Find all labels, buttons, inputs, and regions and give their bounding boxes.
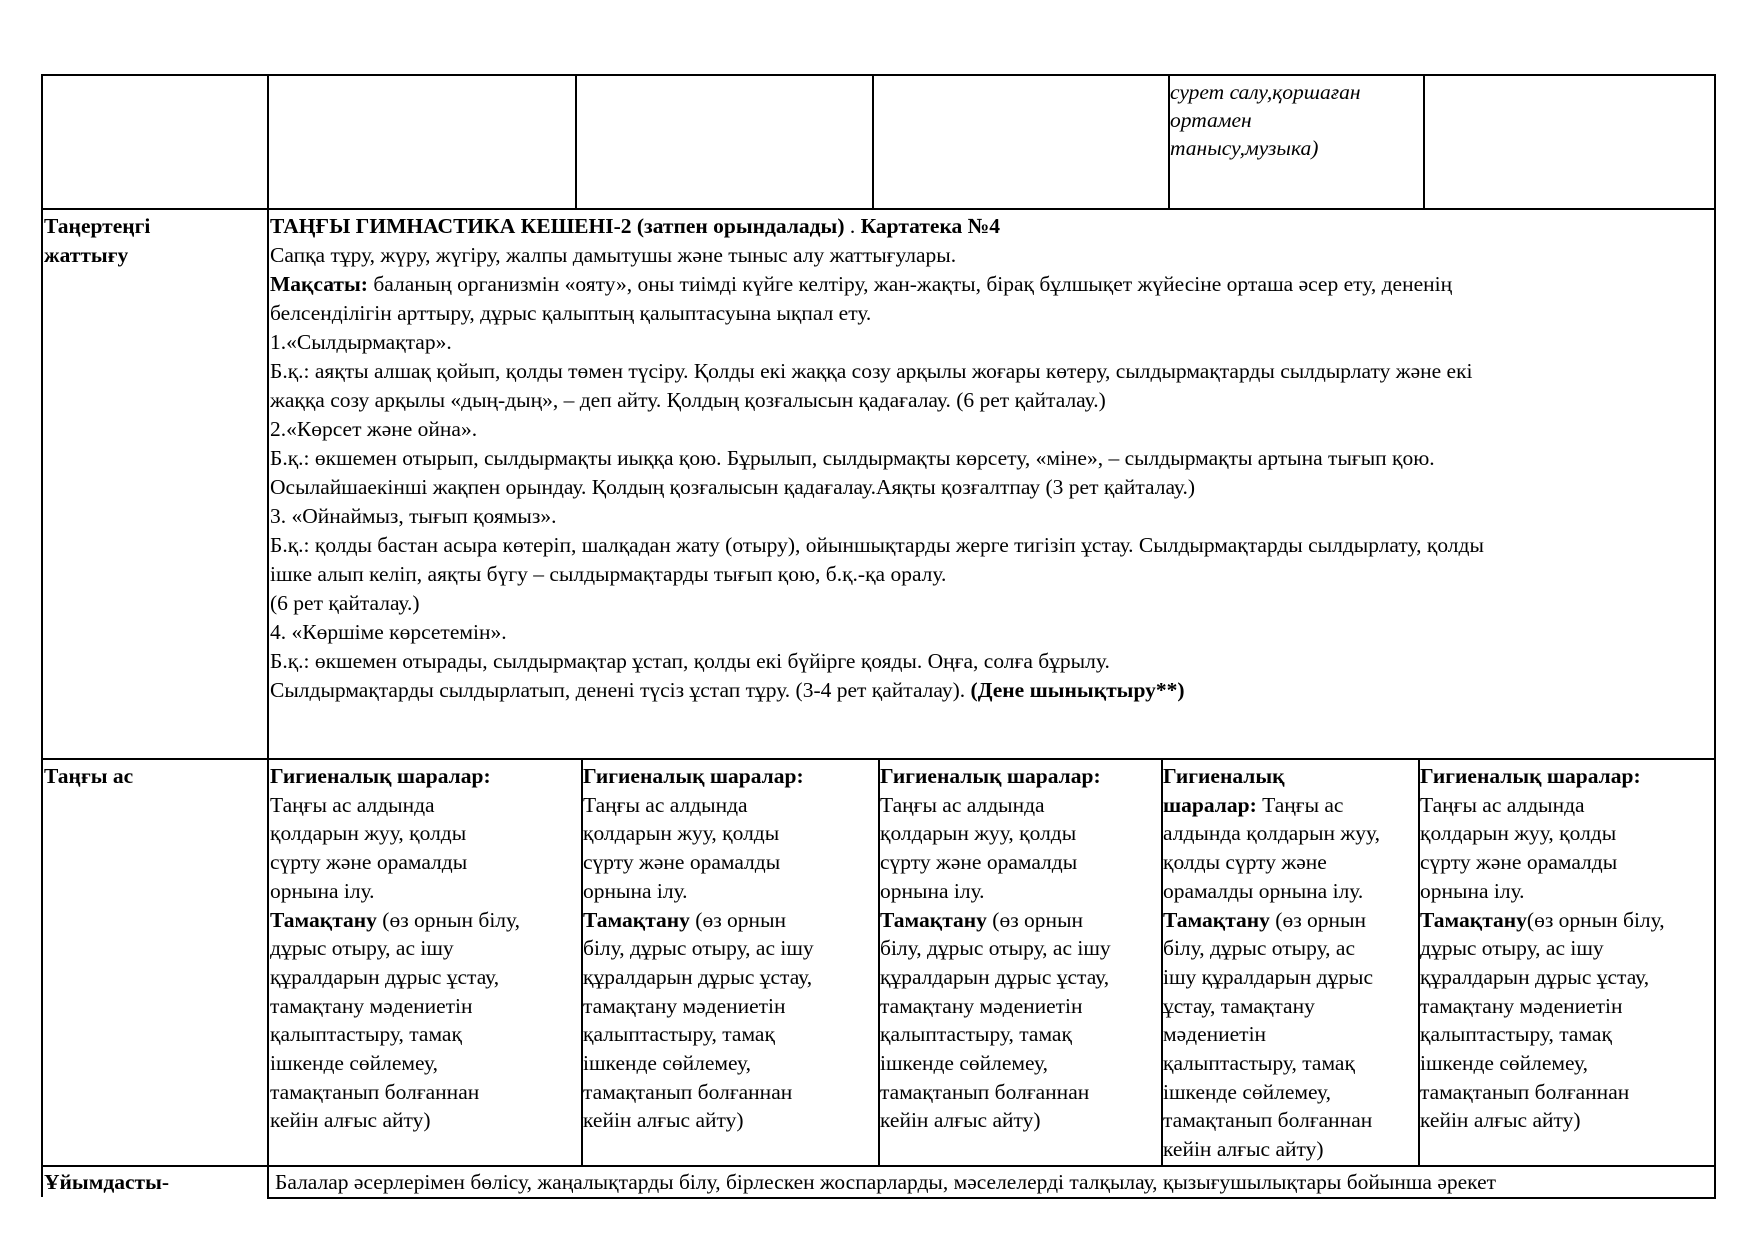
nutrition-text: (өз орнын [1269,907,1367,932]
exercise-2-text: Осылайшаекінші жақпен орындау. Қолдың қозғалысын қадағалау.Аяқты қозғалтпау (3 рет қайталау.) [270,475,1196,499]
hygiene-line: сүрту және орамалды [1420,850,1618,875]
nutrition-line: білу, дұрыс отыру, ас ішу [583,936,814,961]
hygiene-line: қолдарын жуу, қолды [880,821,1077,846]
exercise-title [270,212,1712,241]
top-col-divider-2 [872,74,874,208]
nutrition-text: (өз орнын білу, [376,907,521,932]
exercise-2-title: 2.«Көрсет және ойна». [270,417,478,441]
nutrition-line [1163,906,1417,935]
hygiene-line: қолдарын жуу, қолды [270,821,467,846]
breakfast-col-4 [1163,762,1417,1164]
nutrition-text: (өз орнын [986,907,1084,932]
table-border-bottom [267,1197,1716,1199]
breakfast-col-5 [1420,762,1713,1135]
nutrition-line [1420,906,1713,935]
nutrition-line: ұстау, тамақтану [1163,993,1315,1018]
breakfast-col-1 [270,762,580,1135]
exercise-title-sep: . [844,214,861,238]
nutrition-line: тамақтану мәдениетін [583,993,786,1018]
nutrition-line: тамақтанып болғаннан [270,1079,480,1104]
exercise-2-text: Б.қ.: өкшемен отырып, сылдырмақты иыққа қою. Бұрылып, сылдырмақты көрсету, «міне», – сылдырмақты артына тығып қою. [270,446,1435,470]
nutrition-line: құралдарын дұрыс ұстау, [1420,964,1650,989]
hygiene-line: алдында қолдарын жуу, [1163,821,1380,846]
nutrition-line: тамақтану мәдениетін [1420,993,1623,1018]
nutrition-line: ішу құралдарын дұрыс [1163,964,1374,989]
top-col-divider-1 [575,74,577,208]
nutrition-line: ішкенде сөйлемеу, [1163,1079,1332,1104]
nutrition-line: тамақтанып болғаннан [583,1079,793,1104]
exercise-goal-cont: белсенділігін арттыру, дұрыс қалыптың қалыптасуына ықпал ету. [270,301,872,325]
exercise-1-title: 1.«Сылдырмақтар». [270,330,452,354]
nutrition-line: қалыптастыру, тамақ [1420,1022,1612,1047]
morning-exercise-label [44,212,264,270]
hygiene-line: Таңғы ас алдында [880,792,1045,817]
table-border-top [41,74,1716,76]
hygiene-line: орамалды орнына ілу. [1163,878,1364,903]
nutrition-line: ішкенде сөйлемеу, [880,1051,1049,1076]
label-line: Таңертеңгі [44,214,151,238]
nutrition-line [583,906,877,935]
top-row-cell-5 [1170,78,1420,162]
hygiene-line: Таңғы ас алдында [270,792,435,817]
exercise-3-text: Б.қ.: қолды бастан асыра көтеріп, шалқадан жату (отыру), ойыншықтарды жерге тигізіп ұстау. Сылдырмақтарды сылдырлату, қолды [270,533,1484,557]
nutrition-label: Тамақтану [1420,907,1527,932]
nutrition-line: құралдарын дұрыс ұстау, [880,964,1110,989]
hygiene-line: қолдарын жуу, қолды [583,821,780,846]
nutrition-line: ішкенде сөйлемеу, [1420,1051,1589,1076]
exercise-3-text: (6 рет қайталау.) [270,591,420,615]
hygiene-line: орнына ілу. [1420,878,1525,903]
nutrition-label: Тамақтану [1163,907,1270,932]
nutrition-line: тамақтанып болғаннан [1163,1108,1373,1133]
nutrition-line: білу, дұрыс отыру, ас ішу [880,936,1111,961]
nutrition-line: мәдениетін [1163,1022,1267,1047]
nutrition-line: қалыптастыру, тамақ [270,1022,462,1047]
nutrition-line: кейін алғыс айту) [880,1108,1041,1133]
row-divider-3 [41,1165,1716,1167]
exercise-3-title: 3. «Ойнаймыз, тығып қоямыз». [270,504,557,528]
exercise-4-text-plain: Сылдырмақтарды сылдырлатып, денені түсіз ұстап тұру. (3-4 рет қайталау). [270,678,971,702]
goal-label: Мақсаты: [270,272,368,296]
breakfast-label: Таңғы ас [44,764,134,788]
hygiene-line: қолды сүрту және [1163,850,1327,875]
hygiene-label: Гигиеналық шаралар: [1420,764,1641,788]
exercise-4-text: Б.қ.: өкшемен отырады, сылдырмақтар ұстап, қолды екі бүйірге қояды. Оңға, солға бұрылу. [270,649,1110,673]
organized-activity-text: Балалар әсерлерімен бөлісу, жаңалықтарды білу, бірлескен жоспарларды, мәселелерді талқылау, қызығушылықтары бойынша әрекет [275,1170,1497,1194]
nutrition-label: Тамақтану [270,907,377,932]
hygiene-line: сүрту және орамалды [880,850,1078,875]
nutrition-line: тамақтану мәдениетін [880,993,1083,1018]
exercise-title-main: ТАҢҒЫ ГИМНАСТИКА КЕШЕНІ-2 (затпен орындалады) [270,214,845,238]
table-border-right [1714,74,1716,1199]
top-row-line: ортамен [1170,108,1252,132]
nutrition-line: тамақтанып болғаннан [1420,1079,1630,1104]
top-row-line: сурет салу,қоршаған [1170,80,1361,104]
nutrition-line: қалыптастыру, тамақ [1163,1051,1355,1076]
hygiene-label: Гигиеналық шаралар: [270,764,491,788]
label-line: жаттығу [44,243,129,267]
exercise-4-text [270,676,1712,705]
hygiene-line: орнына ілу. [270,878,375,903]
hygiene-line: сүрту және орамалды [583,850,781,875]
nutrition-line: құралдарын дұрыс ұстау, [583,964,813,989]
hygiene-label: Гигиеналық шаралар: [880,764,1101,788]
top-row-line: танысу,музыка) [1170,136,1319,160]
nutrition-line: тамақтану мәдениетін [270,993,473,1018]
hygiene-label-cont: шаралар: [1163,792,1257,817]
hygiene-text: Таңғы ас [1256,792,1344,817]
exercise-4-title: 4. «Көршіме көрсетемін». [270,620,507,644]
nutrition-line: құралдарын дұрыс ұстау, [270,964,500,989]
nutrition-line: білу, дұрыс отыру, ас [1163,936,1355,961]
nutrition-line: дұрыс отыру, ас ішу [270,936,454,961]
hygiene-line: Таңғы ас алдында [583,792,748,817]
nutrition-line: кейін алғыс айту) [1163,1137,1324,1162]
nutrition-label: Тамақтану [880,907,987,932]
nutrition-text: (өз орнын білу, [1526,907,1665,932]
hygiene-label: Гигиеналық шаралар: [583,764,804,788]
col-divider-label [267,74,269,1199]
exercise-3-text: ішке алып келіп, аяқты бүгу – сылдырмақтарды тығып қою, б.қ.-қа оралу. [270,562,947,586]
nutrition-line: тамақтанып болғаннан [880,1079,1090,1104]
breakfast-col-3 [880,762,1160,1135]
morning-exercise-content [270,212,1712,705]
nutrition-line: дұрыс отыру, ас ішу [1420,936,1604,961]
exercise-1-text: Б.қ.: аяқты алшақ қойып, қолды төмен түсіру. Қолды екі жаққа созу арқылы жоғары көтеру, сылдырмақтарды сылдырлату және екі [270,359,1473,383]
hygiene-label: Гигиеналық [1163,764,1285,788]
hygiene-line [1163,791,1417,820]
hygiene-line: қолдарын жуу, қолды [1420,821,1617,846]
nutrition-line: ішкенде сөйлемеу, [583,1051,752,1076]
nutrition-text: (өз орнын [689,907,787,932]
breakfast-col-2 [583,762,877,1135]
exercise-1-text: жаққа созу арқылы «дың-дың», – деп айту. Қолдың қозғалысын қадағалау. (6 рет қайталау.) [270,388,1106,412]
exercise-4-subject: (Дене шынықтыру**) [970,678,1185,702]
nutrition-label: Тамақтану [583,907,690,932]
exercise-card-number: Картатека №4 [860,214,1001,238]
row-divider-1 [41,208,1716,210]
top-col-divider-4 [1423,74,1425,208]
organized-activity-label: Ұйымдасты- [44,1170,170,1194]
nutrition-line: кейін алғыс айту) [1420,1108,1581,1133]
hygiene-line: орнына ілу. [583,878,688,903]
exercise-intro: Сапқа тұру, жүру, жүгіру, жалпы дамытушы және тыныс алу жаттығулары. [270,243,957,267]
nutrition-line: кейін алғыс айту) [270,1108,431,1133]
nutrition-line: қалыптастыру, тамақ [583,1022,775,1047]
table-border-left [41,74,43,1197]
nutrition-line [270,906,580,935]
nutrition-line: кейін алғыс айту) [583,1108,744,1133]
hygiene-line: орнына ілу. [880,878,985,903]
hygiene-line: Таңғы ас алдында [1420,792,1585,817]
nutrition-line: қалыптастыру, тамақ [880,1022,1072,1047]
nutrition-line: ішкенде сөйлемеу, [270,1051,439,1076]
hygiene-line: сүрту және орамалды [270,850,468,875]
nutrition-line [880,906,1160,935]
exercise-goal [270,270,1712,299]
goal-text: баланың организмін «ояту», оны тиімді күйге келтіру, жан-жақты, бірақ бұлшықет жүйесіне орташа әсер ету, дененің [367,272,1453,296]
